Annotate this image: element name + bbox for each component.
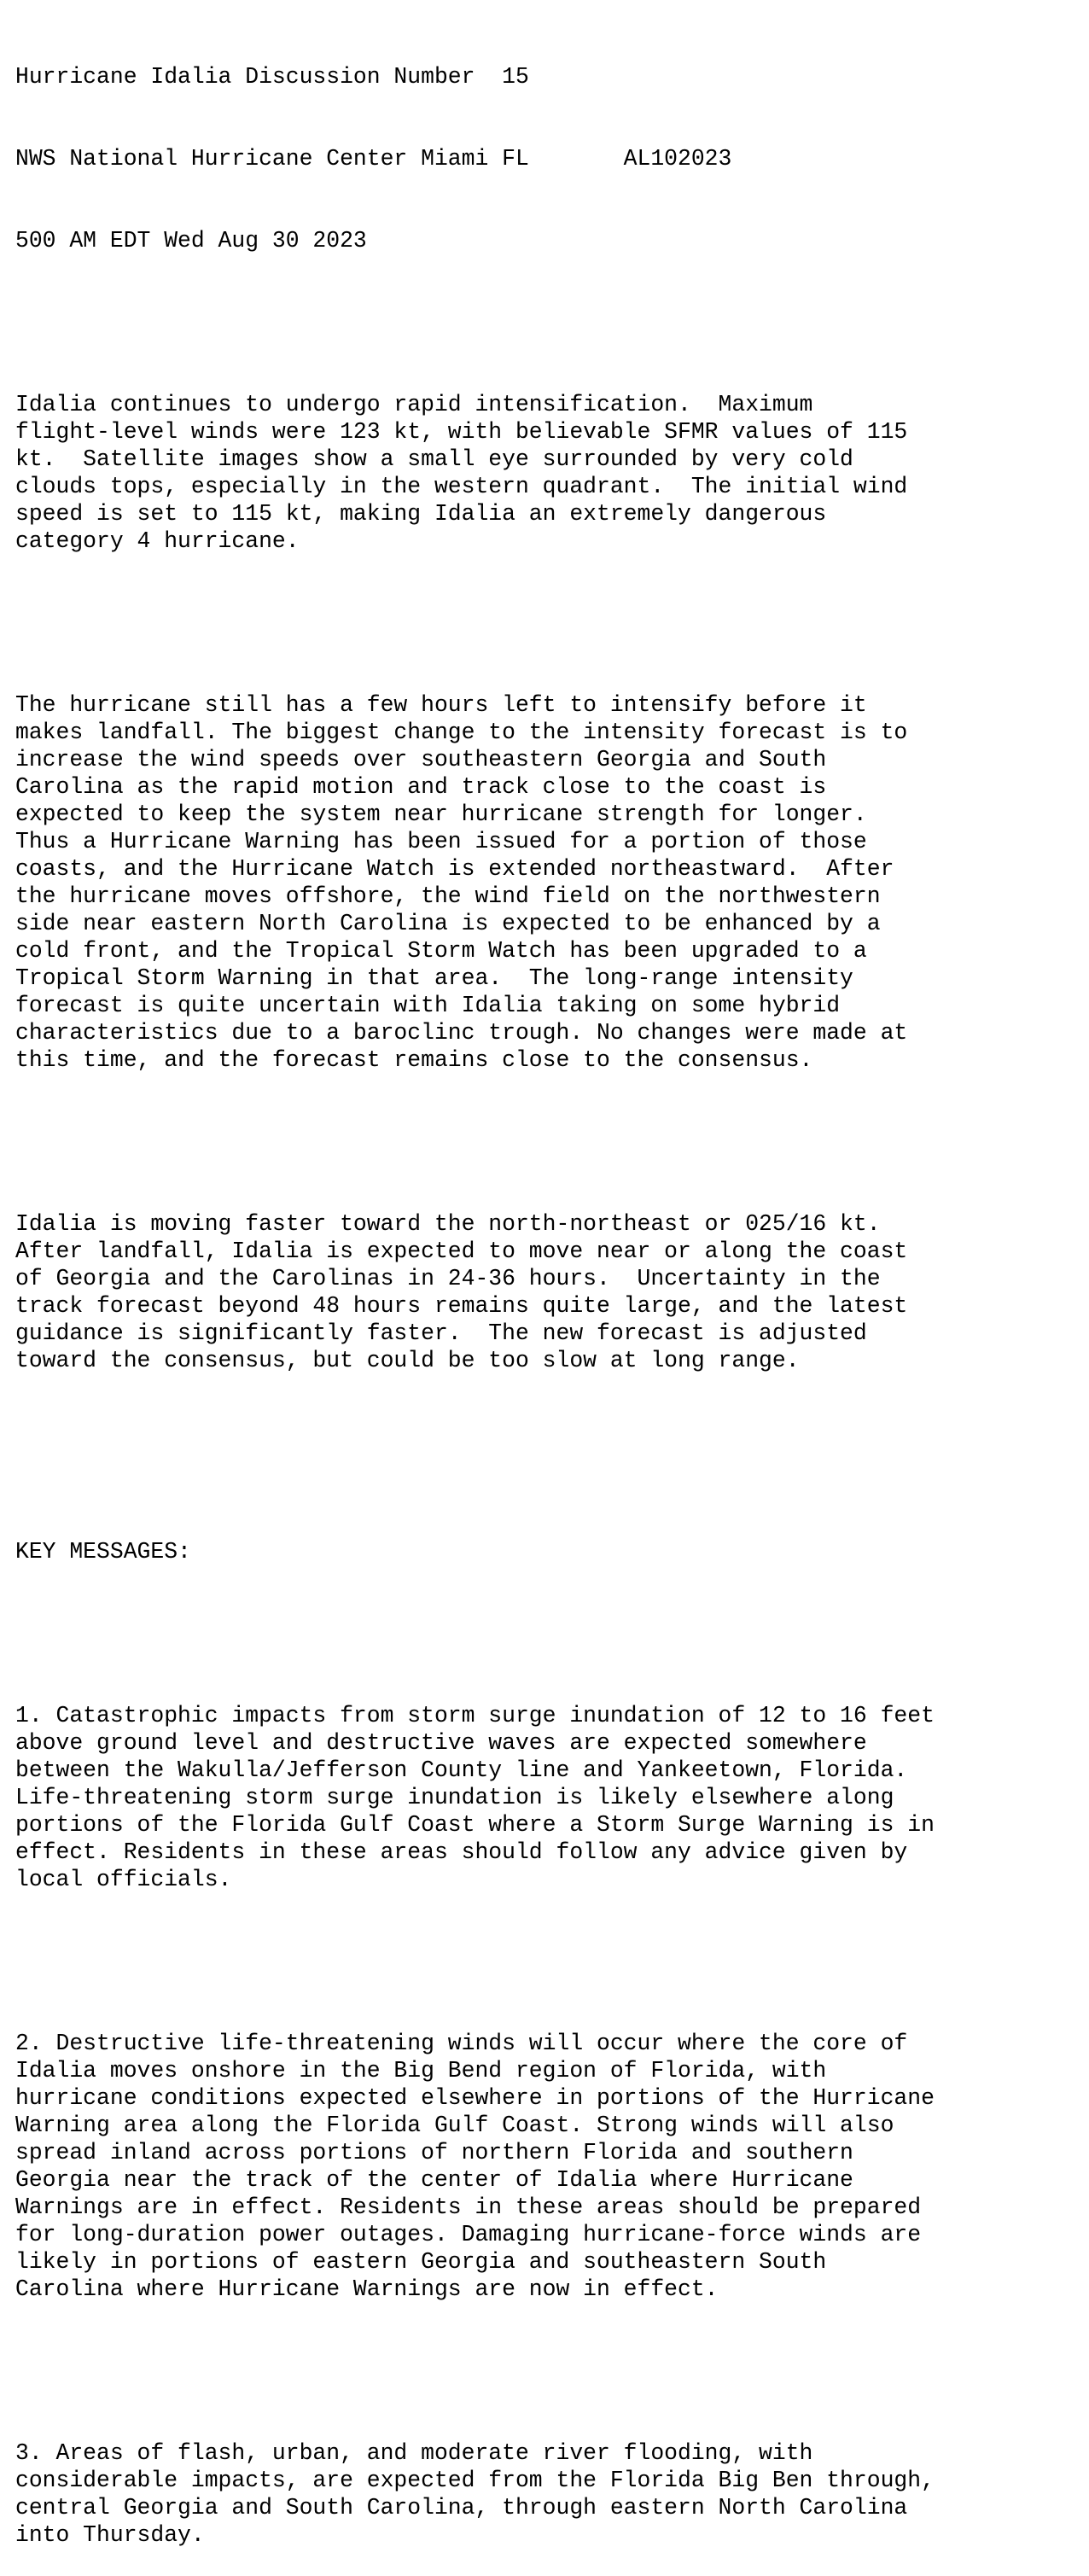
spacer — [15, 1620, 1082, 1647]
spacer — [15, 1948, 1082, 1975]
discussion-paragraph-forecast: The hurricane still has a few hours left to intensify before it makes landfall. The biggest change to the intensity forecast is to increase the wind speeds over southeastern Georgia and South Carolina as the rapid motion and track close to the coast is expected to keep the system near hurricane strength for longer. Thus a Hurricane Warning has been issued for a portion of those coasts, and the Hurricane Watch is extended northeastward. After the hurricane moves offshore, the wind field on the northwestern side near eastern North Carolina is expected to be enhanced by a cold front, and the Tropical Storm Watch has been upgraded to a Tropical Storm Warning in that area. The long-range intensity forecast is quite uncertain with Idalia taking on some hybrid characteristics due to a baroclinc trough. No changes were made at this time, and the forecast remains close to the consensus. — [15, 692, 908, 1073]
discussion-document — [15, 9, 1082, 2576]
key-messages-heading: KEY MESSAGES: — [15, 1539, 191, 1565]
spacer — [15, 1128, 1082, 1156]
spacer — [15, 2357, 1082, 2385]
discussion-paragraph-track: Idalia is moving faster toward the north-northeast or 025/16 kt. After landfall, Idalia is expected to move near or along the coast of Georgia and the Carolinas in 24-36 hours. Uncertainty in the track forecast beyond 48 hours remains quite large, and the latest guidance is significantly faster. The new forecast is adjusted toward the consensus, but could be too slow at long range. — [15, 1211, 908, 1373]
spacer — [15, 1429, 1082, 1483]
spacer — [15, 309, 1082, 336]
header-office-line: NWS National Hurricane Center Miami FL AL102023 — [15, 146, 732, 172]
header-title-line: Hurricane Idalia Discussion Number 15 — [15, 64, 529, 90]
discussion-paragraph-intensity: Idalia continues to undergo rapid intensification. Maximum flight-level winds were 123 kt, with believable SFMR values of 115 kt. Satellite images show a small eye surrounded by very cold clouds tops, especially in the western quadrant. The initial wind speed is set to 115 kt, making Idalia an extremely dangerous category 4 hurricane. — [15, 392, 908, 554]
key-message-flooding: 3. Areas of flash, urban, and moderate river flooding, with considerable impacts, are expected from the Florida Big Ben through, central Georgia and South Carolina, through eastern North Carolina into Thursday. — [15, 2440, 935, 2548]
key-message-storm-surge: 1. Catastrophic impacts from storm surge inundation of 12 to 16 feet above ground level and destructive waves are expected somewhere between the Wakulla/Jefferson County line and Yankeetown, Florida. Life-threatening storm surge inundation is likely elsewhere along portions of the Florida Gulf Coast where a Storm Surge Warning is in effect. Residents in these areas should follow any advice given by local officials. — [15, 1703, 935, 1892]
spacer — [15, 609, 1082, 637]
header-time-line: 500 AM EDT Wed Aug 30 2023 — [15, 228, 367, 254]
key-message-winds: 2. Destructive life-threatening winds will occur where the core of Idalia moves onshore in the Big Bend region of Florida, with hurricane conditions expected elsewhere in portions of the Hurricane Warning area along the Florida Gulf Coast. Strong winds will also spread inland across portions of northern Florida and southern Georgia near the track of the center of Idalia where Hurricane Warnings are in effect. Residents in these areas should be prepared for long-duration power outages. Damaging hurricane-force winds are likely in portions of eastern Georgia and southeastern South Carolina where Hurricane Warnings are now in effect. — [15, 2031, 935, 2302]
